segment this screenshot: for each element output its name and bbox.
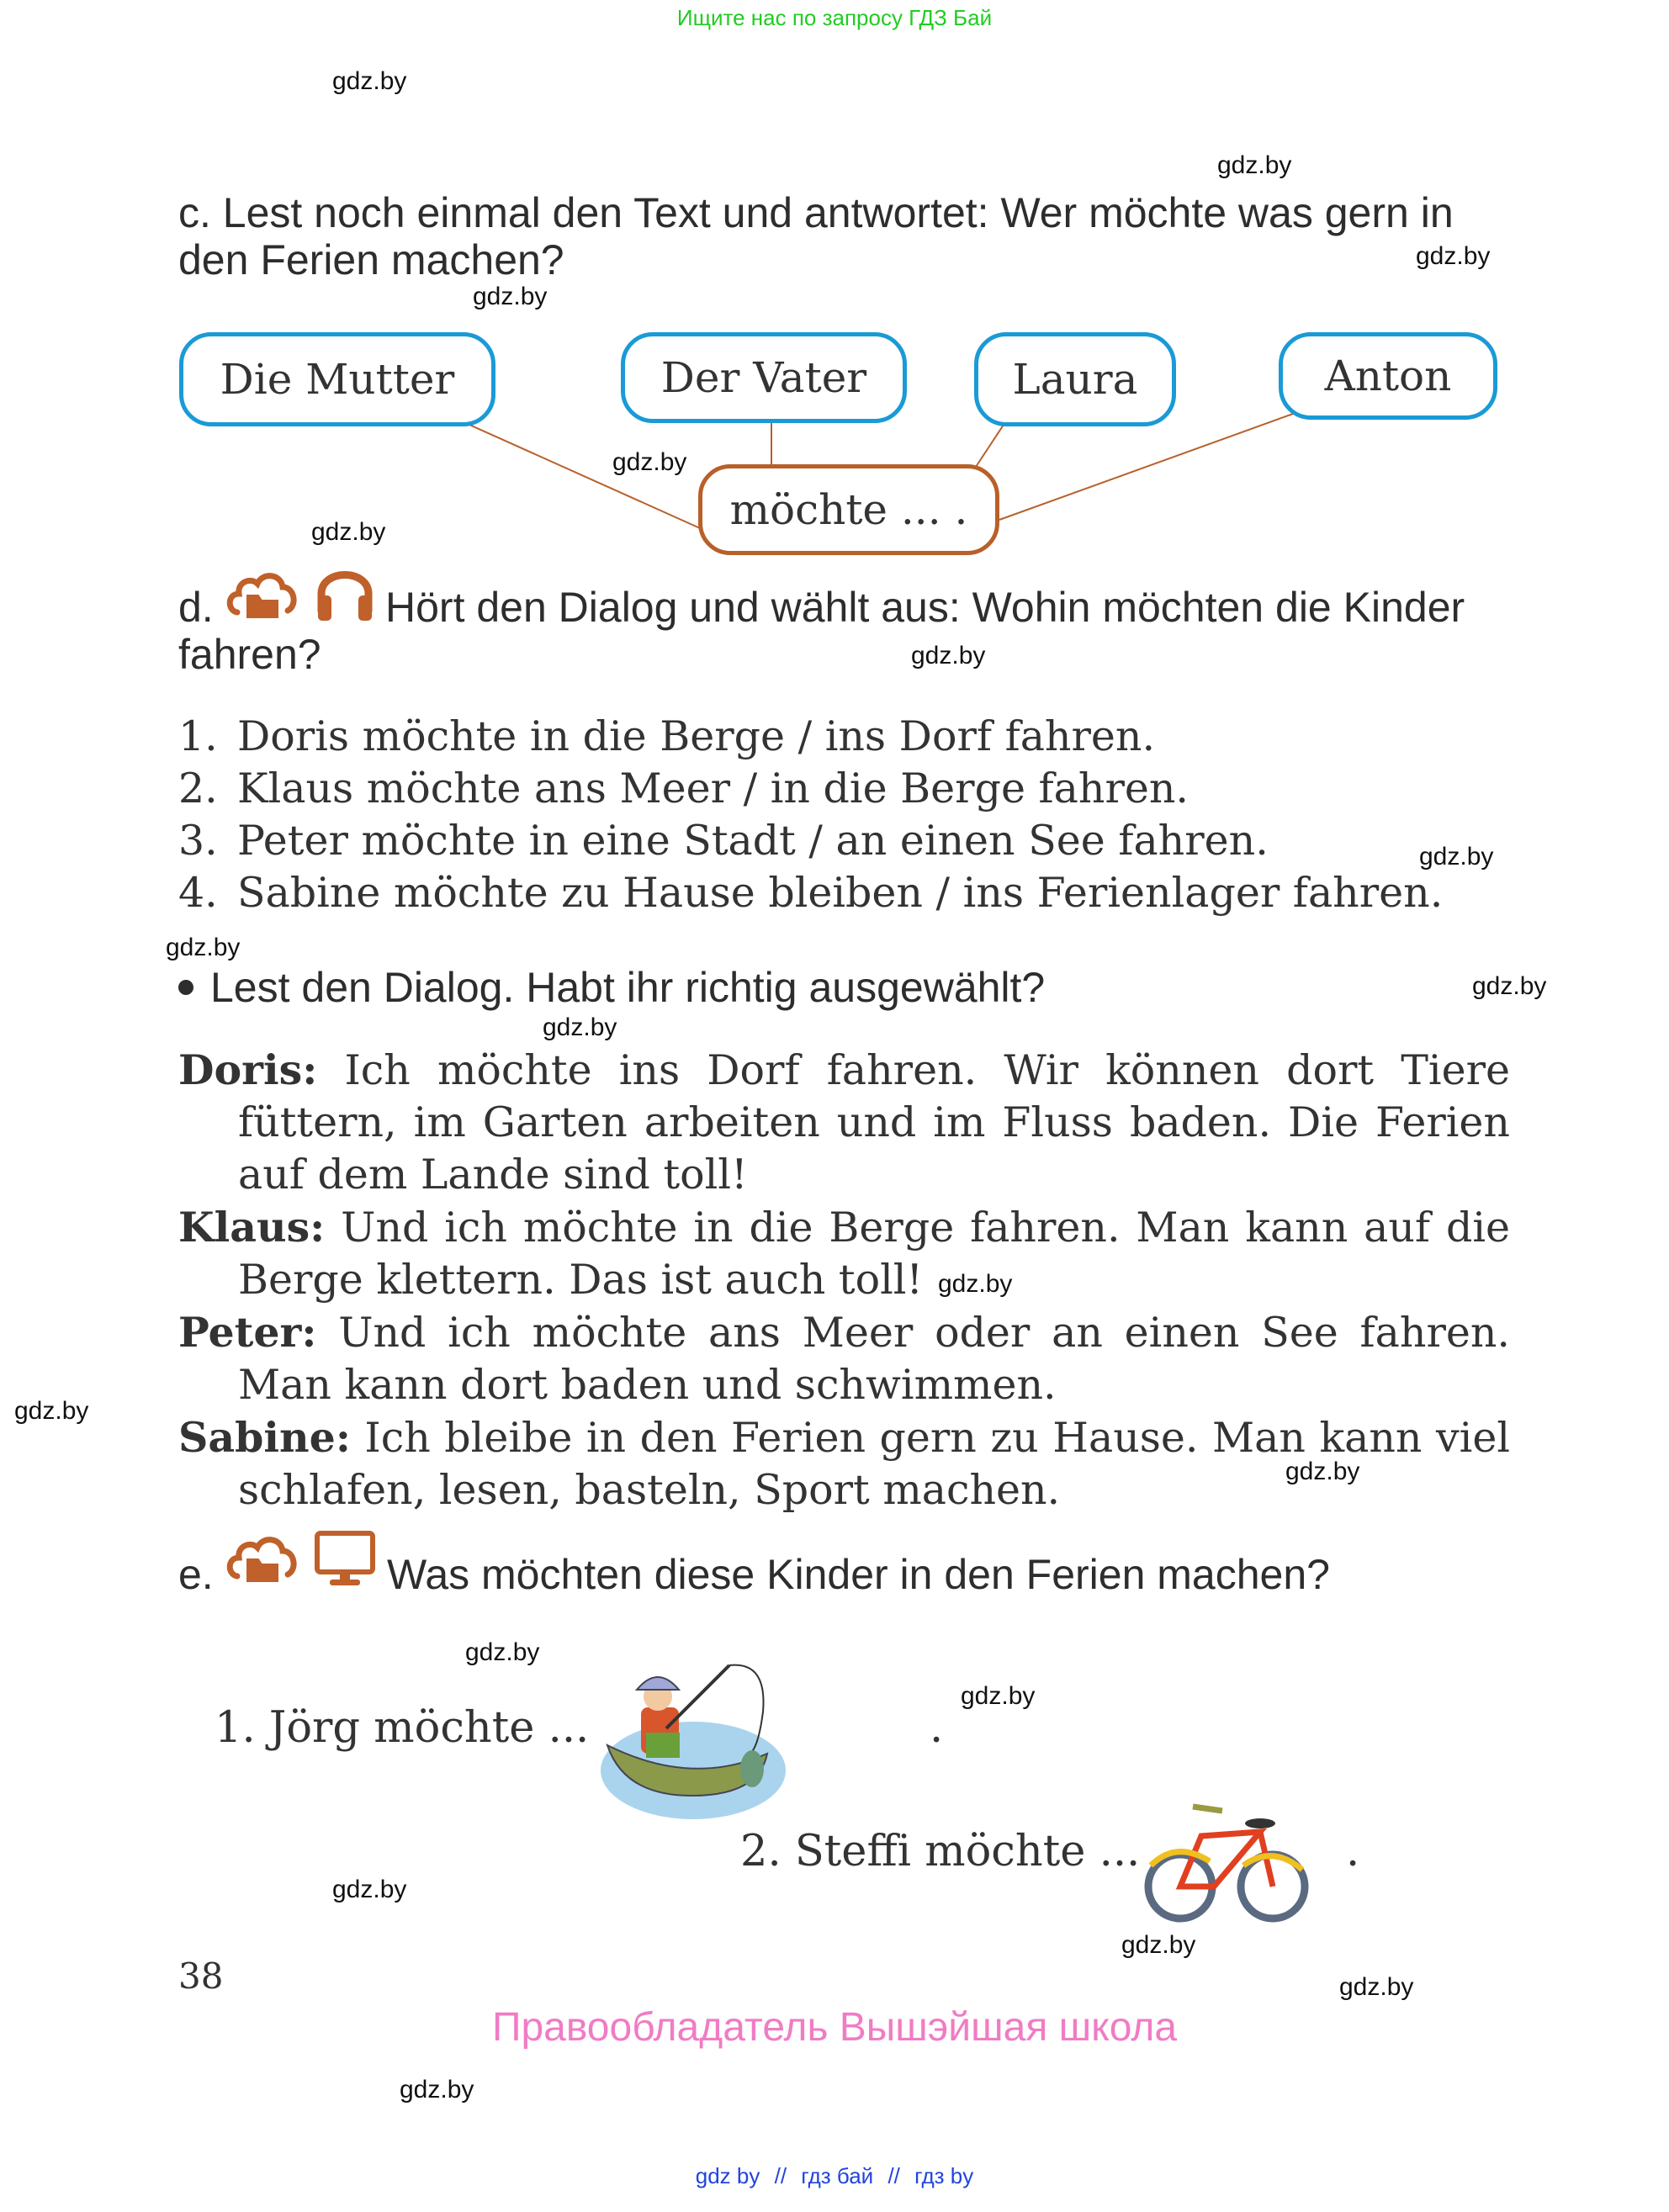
watermark: gdz.by xyxy=(332,1876,407,1903)
section-d-heading-cont: fahren? xyxy=(178,631,321,678)
item-text: Peter möchte in eine Stadt / an einen See fahren. xyxy=(237,817,1269,865)
choice-list xyxy=(178,711,1443,919)
watermark: gdz.by xyxy=(961,1682,1036,1710)
headphones-icon[interactable] xyxy=(313,562,377,624)
footer-links xyxy=(0,2163,1669,2189)
section-e-label: e. xyxy=(178,1551,214,1598)
watermark: gdz.by xyxy=(938,1270,1013,1298)
footer-link[interactable]: gdz by xyxy=(695,2163,760,2188)
cloud-folder-icon[interactable] xyxy=(225,569,299,621)
speaker: Doris: xyxy=(178,1045,318,1094)
watermark: gdz.by xyxy=(166,934,241,961)
person-box-vater: Der Vater xyxy=(621,332,907,423)
list-item xyxy=(178,763,1443,815)
watermark: gdz.by xyxy=(14,1397,89,1425)
speaker: Klaus: xyxy=(178,1203,326,1252)
bullet-icon xyxy=(178,980,193,995)
list-item xyxy=(178,867,1443,919)
cloud-folder-icon[interactable] xyxy=(225,1532,299,1585)
dialog-speech: Ich bleibe in den Ferien gern zu Hause. Man kann viel schlafen, lesen, basteln, Sport machen. xyxy=(238,1414,1510,1514)
speaker: Peter: xyxy=(178,1308,317,1357)
bullet-text: Lest den Dialog. Habt ihr richtig ausgewählt? xyxy=(210,964,1046,1011)
watermark: gdz.by xyxy=(1419,843,1494,871)
search-banner[interactable]: Ищите нас по запросу ГДЗ Бай xyxy=(676,5,993,30)
exercise-item-steffi: 2. Steffi möchte ... xyxy=(740,1827,1141,1876)
watermark: gdz.by xyxy=(465,1638,540,1666)
connector-line xyxy=(976,425,1004,467)
heading-line: den Ferien machen? xyxy=(178,236,564,283)
watermark: gdz.by xyxy=(1121,1931,1196,1959)
section-d-label: d. xyxy=(178,584,214,631)
dialog-text xyxy=(178,1044,1510,1516)
person-box-anton: Anton xyxy=(1279,332,1497,420)
person-box-laura: Laura xyxy=(974,332,1176,426)
footer-separator: // xyxy=(774,2163,787,2188)
person-box-mutter: Die Mutter xyxy=(179,332,495,426)
dialog-speech: Und ich möchte in die Berge fahren. Man kann auf die Berge klettern. Das ist auch toll! xyxy=(238,1204,1510,1304)
item-number: 1. xyxy=(178,712,218,760)
connector-line xyxy=(469,425,700,528)
watermark: gdz.by xyxy=(311,518,386,546)
bullet-instruction xyxy=(178,964,1045,1011)
footer-link[interactable]: гдз бай xyxy=(801,2163,874,2188)
item-text: Doris möchte in die Berge / ins Dorf fahren. xyxy=(237,712,1156,760)
watermark: gdz.by xyxy=(400,2076,474,2104)
list-item xyxy=(178,815,1443,867)
heading-line: c. Lest noch einmal den Text und antwortet: Wer möchte was gern in xyxy=(178,189,1454,236)
watermark: gdz.by xyxy=(1285,1458,1360,1485)
item-number: 2. xyxy=(178,765,218,812)
list-item xyxy=(178,711,1443,763)
watermark: gdz.by xyxy=(1416,242,1491,270)
fisherman-boat-image xyxy=(599,1661,788,1821)
computer-monitor-icon[interactable] xyxy=(313,1529,377,1590)
watermark: gdz.by xyxy=(612,448,687,476)
item-text: Klaus möchte ans Meer / in die Berge fahren. xyxy=(237,765,1189,812)
bicycle-image xyxy=(1142,1798,1311,1924)
item-number: 4. xyxy=(178,869,218,917)
page-number: 38 xyxy=(178,1955,224,1997)
section-e-heading: Was möchten diese Kinder in den Ferien machen? xyxy=(387,1551,1330,1598)
watermark: gdz.by xyxy=(1339,1973,1414,2001)
dialog-line xyxy=(178,1201,1510,1306)
exercise-item-joerg: 1. Jörg möchte ... xyxy=(215,1703,590,1753)
item-number: 3. xyxy=(178,817,218,865)
copyright-notice: Правообладатель Вышэйшая школа xyxy=(491,2005,1178,2050)
dialog-speech: Und ich möchte ans Meer oder an einen See fahren. Man kann dort baden und schwimmen. xyxy=(238,1309,1510,1409)
dialog-line xyxy=(178,1306,1510,1411)
watermark: gdz.by xyxy=(1472,972,1547,1000)
watermark: gdz.by xyxy=(473,283,548,310)
speaker: Sabine: xyxy=(178,1413,351,1462)
watermark: gdz.by xyxy=(332,67,407,95)
item-end-dot: . xyxy=(1346,1827,1360,1876)
item-text: Sabine möchte zu Hause bleiben / ins Ferienlager fahren. xyxy=(237,869,1444,917)
watermark: gdz.by xyxy=(1217,151,1292,179)
section-d-heading: Hört den Dialog und wählt aus: Wohin möchten die Kinder xyxy=(385,584,1465,631)
item-end-dot: . xyxy=(930,1703,944,1753)
watermark: gdz.by xyxy=(911,642,986,669)
dialog-line xyxy=(178,1044,1510,1201)
watermark: gdz.by xyxy=(543,1013,617,1041)
footer-separator: // xyxy=(887,2163,900,2188)
connector-line xyxy=(999,414,1293,520)
dialog-line xyxy=(178,1411,1510,1516)
dialog-speech: Ich möchte ins Dorf fahren. Wir können dort Tiere füttern, im Garten arbeiten und im Fluss baden. Die Ferien auf dem Lande sind toll! xyxy=(238,1046,1510,1199)
footer-link[interactable]: гдз by xyxy=(914,2163,974,2188)
center-box-moechte: möchte ... . xyxy=(698,464,999,555)
